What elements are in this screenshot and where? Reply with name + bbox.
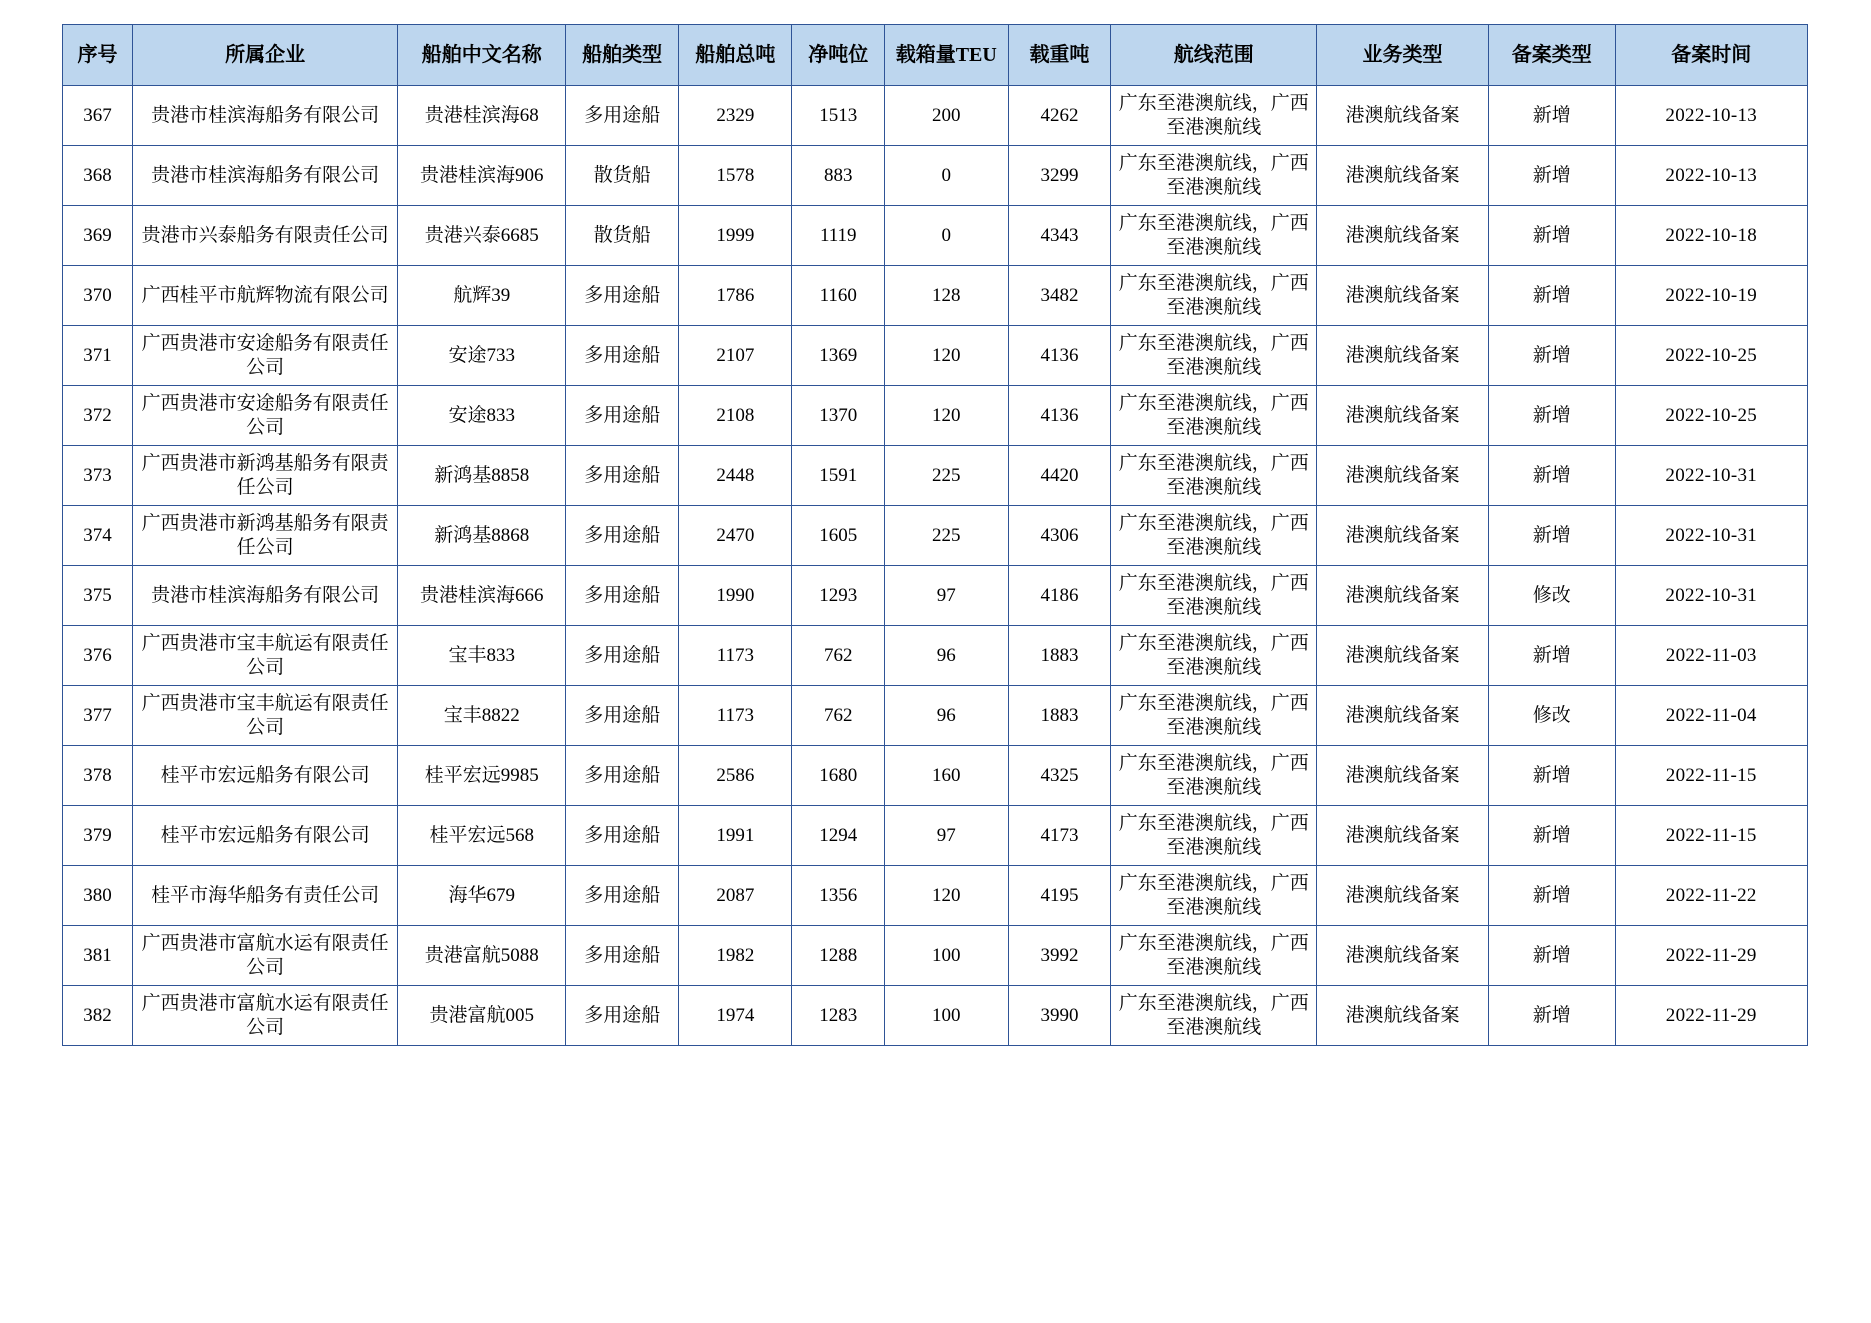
cell-route-range: 广东至港澳航线，广西至港澳航线 [1111,566,1317,626]
cell-ship-name: 贵港富航5088 [398,926,566,986]
cell-record-type: 新增 [1488,326,1615,386]
cell-ship-name: 贵港桂滨海906 [398,146,566,206]
cell-ship-type: 散货船 [566,146,679,206]
cell-net-tonnage: 1293 [792,566,885,626]
cell-company: 广西贵港市新鸿基船务有限责任公司 [132,506,397,566]
cell-index: 367 [63,86,133,146]
column-header-record-date: 备案时间 [1615,25,1808,86]
cell-deadweight: 3990 [1008,986,1111,1046]
cell-business-type: 港澳航线备案 [1317,386,1489,446]
cell-record-date: 2022-11-15 [1615,806,1808,866]
table-row [63,686,1808,746]
cell-record-date: 2022-10-25 [1615,326,1808,386]
cell-index: 368 [63,146,133,206]
cell-company: 桂平市宏远船务有限公司 [132,746,397,806]
column-header-route-range: 航线范围 [1111,25,1317,86]
cell-company: 桂平市海华船务有责任公司 [132,866,397,926]
table-row [63,866,1808,926]
cell-teu: 96 [885,626,1008,686]
cell-record-type: 新增 [1488,266,1615,326]
cell-route-range: 广东至港澳航线，广西至港澳航线 [1111,506,1317,566]
cell-gross-tonnage: 2470 [679,506,792,566]
table-row [63,806,1808,866]
cell-ship-type: 散货船 [566,206,679,266]
cell-net-tonnage: 1288 [792,926,885,986]
cell-record-date: 2022-10-31 [1615,566,1808,626]
cell-net-tonnage: 1513 [792,86,885,146]
table-row [63,206,1808,266]
cell-gross-tonnage: 1578 [679,146,792,206]
cell-company: 贵港市桂滨海船务有限公司 [132,566,397,626]
table-row [63,446,1808,506]
cell-ship-type: 多用途船 [566,446,679,506]
cell-record-type: 新增 [1488,446,1615,506]
cell-business-type: 港澳航线备案 [1317,86,1489,146]
cell-deadweight: 4186 [1008,566,1111,626]
cell-company: 广西贵港市富航水运有限责任公司 [132,926,397,986]
cell-net-tonnage: 1356 [792,866,885,926]
cell-gross-tonnage: 1974 [679,986,792,1046]
cell-company: 贵港市桂滨海船务有限公司 [132,86,397,146]
cell-record-date: 2022-11-29 [1615,926,1808,986]
cell-ship-type: 多用途船 [566,986,679,1046]
cell-deadweight: 1883 [1008,626,1111,686]
cell-business-type: 港澳航线备案 [1317,986,1489,1046]
cell-teu: 0 [885,146,1008,206]
cell-business-type: 港澳航线备案 [1317,806,1489,866]
cell-deadweight: 4195 [1008,866,1111,926]
cell-route-range: 广东至港澳航线，广西至港澳航线 [1111,326,1317,386]
table-header [63,25,1808,86]
table-row [63,746,1808,806]
cell-business-type: 港澳航线备案 [1317,146,1489,206]
cell-route-range: 广东至港澳航线，广西至港澳航线 [1111,86,1317,146]
cell-ship-type: 多用途船 [566,806,679,866]
cell-ship-type: 多用途船 [566,866,679,926]
cell-business-type: 港澳航线备案 [1317,266,1489,326]
cell-gross-tonnage: 1991 [679,806,792,866]
cell-deadweight: 4306 [1008,506,1111,566]
cell-ship-name: 贵港富航005 [398,986,566,1046]
cell-teu: 100 [885,926,1008,986]
cell-teu: 97 [885,806,1008,866]
ship-registry-table [62,24,1808,1046]
cell-route-range: 广东至港澳航线，广西至港澳航线 [1111,146,1317,206]
cell-index: 377 [63,686,133,746]
cell-teu: 225 [885,446,1008,506]
cell-net-tonnage: 883 [792,146,885,206]
cell-business-type: 港澳航线备案 [1317,446,1489,506]
cell-ship-name: 安途833 [398,386,566,446]
cell-gross-tonnage: 2448 [679,446,792,506]
cell-teu: 225 [885,506,1008,566]
cell-record-date: 2022-10-31 [1615,446,1808,506]
table-row [63,506,1808,566]
cell-company: 桂平市宏远船务有限公司 [132,806,397,866]
cell-net-tonnage: 1294 [792,806,885,866]
cell-net-tonnage: 1680 [792,746,885,806]
cell-record-date: 2022-11-22 [1615,866,1808,926]
cell-record-date: 2022-10-19 [1615,266,1808,326]
cell-net-tonnage: 762 [792,626,885,686]
cell-company: 贵港市桂滨海船务有限公司 [132,146,397,206]
cell-ship-name: 贵港桂滨海68 [398,86,566,146]
cell-ship-type: 多用途船 [566,686,679,746]
cell-record-date: 2022-10-25 [1615,386,1808,446]
cell-record-type: 新增 [1488,926,1615,986]
cell-ship-name: 宝丰833 [398,626,566,686]
cell-business-type: 港澳航线备案 [1317,926,1489,986]
cell-deadweight: 3299 [1008,146,1111,206]
cell-gross-tonnage: 2586 [679,746,792,806]
cell-ship-type: 多用途船 [566,506,679,566]
cell-index: 369 [63,206,133,266]
cell-gross-tonnage: 2108 [679,386,792,446]
cell-route-range: 广东至港澳航线，广西至港澳航线 [1111,386,1317,446]
column-header-teu: 载箱量TEU [885,25,1008,86]
column-header-ship-name: 船舶中文名称 [398,25,566,86]
cell-gross-tonnage: 1173 [679,686,792,746]
cell-business-type: 港澳航线备案 [1317,686,1489,746]
cell-record-type: 新增 [1488,866,1615,926]
cell-route-range: 广东至港澳航线，广西至港澳航线 [1111,866,1317,926]
cell-deadweight: 4262 [1008,86,1111,146]
table-header-row [63,25,1808,86]
cell-company: 广西贵港市安途船务有限责任公司 [132,326,397,386]
cell-ship-name: 航辉39 [398,266,566,326]
cell-ship-type: 多用途船 [566,326,679,386]
cell-index: 370 [63,266,133,326]
cell-company: 广西贵港市新鸿基船务有限责任公司 [132,446,397,506]
cell-gross-tonnage: 1982 [679,926,792,986]
cell-record-date: 2022-10-31 [1615,506,1808,566]
column-header-company: 所属企业 [132,25,397,86]
cell-index: 381 [63,926,133,986]
cell-gross-tonnage: 1990 [679,566,792,626]
cell-net-tonnage: 1370 [792,386,885,446]
cell-business-type: 港澳航线备案 [1317,866,1489,926]
cell-record-date: 2022-10-18 [1615,206,1808,266]
cell-index: 382 [63,986,133,1046]
cell-business-type: 港澳航线备案 [1317,206,1489,266]
cell-record-type: 新增 [1488,746,1615,806]
table-row [63,566,1808,626]
cell-company: 贵港市兴泰船务有限责任公司 [132,206,397,266]
cell-business-type: 港澳航线备案 [1317,506,1489,566]
cell-index: 373 [63,446,133,506]
cell-route-range: 广东至港澳航线，广西至港澳航线 [1111,206,1317,266]
cell-teu: 0 [885,206,1008,266]
cell-teu: 128 [885,266,1008,326]
cell-business-type: 港澳航线备案 [1317,626,1489,686]
cell-teu: 120 [885,386,1008,446]
cell-route-range: 广东至港澳航线，广西至港澳航线 [1111,626,1317,686]
cell-net-tonnage: 1283 [792,986,885,1046]
cell-ship-type: 多用途船 [566,926,679,986]
cell-teu: 160 [885,746,1008,806]
cell-business-type: 港澳航线备案 [1317,746,1489,806]
cell-teu: 120 [885,866,1008,926]
cell-gross-tonnage: 1786 [679,266,792,326]
table-row [63,266,1808,326]
cell-index: 376 [63,626,133,686]
cell-company: 广西贵港市宝丰航运有限责任公司 [132,686,397,746]
cell-index: 372 [63,386,133,446]
cell-company: 广西桂平市航辉物流有限公司 [132,266,397,326]
cell-ship-type: 多用途船 [566,86,679,146]
cell-gross-tonnage: 1999 [679,206,792,266]
cell-ship-type: 多用途船 [566,746,679,806]
cell-deadweight: 3992 [1008,926,1111,986]
column-header-net-tonnage: 净吨位 [792,25,885,86]
cell-index: 380 [63,866,133,926]
cell-gross-tonnage: 1173 [679,626,792,686]
cell-teu: 120 [885,326,1008,386]
cell-record-date: 2022-11-04 [1615,686,1808,746]
cell-deadweight: 4173 [1008,806,1111,866]
cell-route-range: 广东至港澳航线，广西至港澳航线 [1111,806,1317,866]
cell-deadweight: 3482 [1008,266,1111,326]
cell-company: 广西贵港市富航水运有限责任公司 [132,986,397,1046]
cell-record-date: 2022-11-03 [1615,626,1808,686]
table-row [63,926,1808,986]
cell-record-type: 修改 [1488,686,1615,746]
cell-record-type: 新增 [1488,626,1615,686]
cell-route-range: 广东至港澳航线，广西至港澳航线 [1111,926,1317,986]
cell-route-range: 广东至港澳航线，广西至港澳航线 [1111,266,1317,326]
cell-gross-tonnage: 2087 [679,866,792,926]
column-header-deadweight: 载重吨 [1008,25,1111,86]
cell-ship-type: 多用途船 [566,266,679,326]
cell-deadweight: 4343 [1008,206,1111,266]
cell-gross-tonnage: 2107 [679,326,792,386]
column-header-ship-type: 船舶类型 [566,25,679,86]
table-row [63,326,1808,386]
cell-record-type: 新增 [1488,986,1615,1046]
cell-record-type: 新增 [1488,386,1615,446]
cell-index: 378 [63,746,133,806]
cell-teu: 200 [885,86,1008,146]
table-row [63,986,1808,1046]
cell-ship-name: 贵港桂滨海666 [398,566,566,626]
cell-company: 广西贵港市宝丰航运有限责任公司 [132,626,397,686]
cell-ship-name: 桂平宏远9985 [398,746,566,806]
cell-index: 375 [63,566,133,626]
cell-business-type: 港澳航线备案 [1317,326,1489,386]
cell-record-type: 修改 [1488,566,1615,626]
table-row [63,626,1808,686]
cell-deadweight: 4420 [1008,446,1111,506]
cell-company: 广西贵港市安途船务有限责任公司 [132,386,397,446]
cell-record-type: 新增 [1488,206,1615,266]
cell-record-type: 新增 [1488,86,1615,146]
cell-record-type: 新增 [1488,506,1615,566]
cell-ship-type: 多用途船 [566,626,679,686]
cell-net-tonnage: 1160 [792,266,885,326]
cell-record-type: 新增 [1488,806,1615,866]
cell-ship-name: 宝丰8822 [398,686,566,746]
cell-ship-name: 桂平宏远568 [398,806,566,866]
cell-route-range: 广东至港澳航线，广西至港澳航线 [1111,686,1317,746]
cell-net-tonnage: 1591 [792,446,885,506]
table-row [63,86,1808,146]
cell-teu: 96 [885,686,1008,746]
cell-record-date: 2022-10-13 [1615,146,1808,206]
cell-route-range: 广东至港澳航线，广西至港澳航线 [1111,446,1317,506]
cell-ship-name: 安途733 [398,326,566,386]
cell-deadweight: 4136 [1008,326,1111,386]
table-row [63,146,1808,206]
cell-ship-type: 多用途船 [566,386,679,446]
cell-deadweight: 1883 [1008,686,1111,746]
cell-ship-name: 海华679 [398,866,566,926]
cell-record-date: 2022-11-15 [1615,746,1808,806]
cell-index: 374 [63,506,133,566]
table-row [63,386,1808,446]
cell-teu: 100 [885,986,1008,1046]
cell-gross-tonnage: 2329 [679,86,792,146]
column-header-business-type: 业务类型 [1317,25,1489,86]
cell-ship-name: 贵港兴泰6685 [398,206,566,266]
cell-deadweight: 4325 [1008,746,1111,806]
column-header-gross-tonnage: 船舶总吨 [679,25,792,86]
column-header-record-type: 备案类型 [1488,25,1615,86]
cell-index: 371 [63,326,133,386]
cell-route-range: 广东至港澳航线，广西至港澳航线 [1111,986,1317,1046]
cell-record-type: 新增 [1488,146,1615,206]
cell-ship-name: 新鸿基8868 [398,506,566,566]
cell-ship-name: 新鸿基8858 [398,446,566,506]
cell-route-range: 广东至港澳航线，广西至港澳航线 [1111,746,1317,806]
table-body [63,86,1808,1046]
cell-teu: 97 [885,566,1008,626]
cell-business-type: 港澳航线备案 [1317,566,1489,626]
cell-ship-type: 多用途船 [566,566,679,626]
cell-net-tonnage: 762 [792,686,885,746]
cell-net-tonnage: 1119 [792,206,885,266]
cell-record-date: 2022-10-13 [1615,86,1808,146]
cell-deadweight: 4136 [1008,386,1111,446]
column-header-index: 序号 [63,25,133,86]
cell-net-tonnage: 1605 [792,506,885,566]
cell-record-date: 2022-11-29 [1615,986,1808,1046]
cell-net-tonnage: 1369 [792,326,885,386]
cell-index: 379 [63,806,133,866]
